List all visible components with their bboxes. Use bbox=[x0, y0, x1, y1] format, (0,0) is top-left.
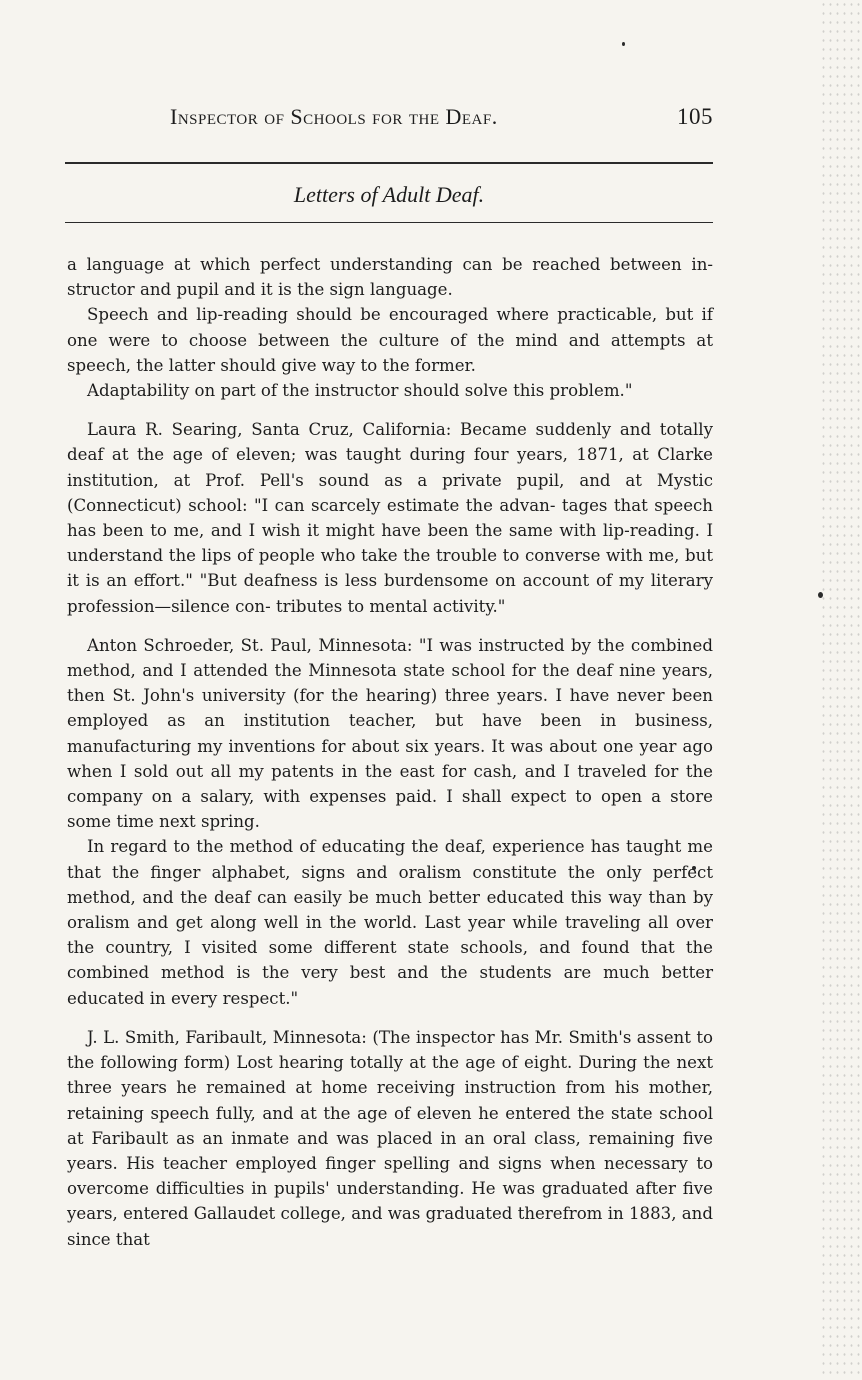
header-rule bbox=[65, 162, 713, 164]
paragraph: Laura R. Searing, Santa Cruz, California: Became suddenly and totally deaf at the age of eleven; was taught during four years, 1871, at Clarke institution, at Prof. Pell's sound as a private pupil, and at Mystic (Connecticut) school: "I can scarcely estimate the advan- tages that speech has been to me, and I wish it might have been the same with lip-reading. I understand the lips of people who take the trouble to converse with me, but it is an effort." "But deafness is less burdensome on account of my literary profession—silence con- tributes to mental activity." bbox=[67, 420, 713, 616]
paragraph: a language at which perfect understanding can be reached between in- structor and pupil and it is the sign language. bbox=[67, 255, 713, 300]
body-text bbox=[67, 252, 713, 1252]
paragraph: Anton Schroeder, St. Paul, Minnesota: "I was instructed by the combined method, and I attended the Minnesota state school for the deaf nine years, then St. John's university (for the hearing) three years. I have never been employed as an institution teacher, but have been in business, manufacturing my inventions for about six years. It was about one year ago when I sold out all my patents in the east for cash, and I traveled for the company on a salary, with expenses paid. I shall expect to open a store some time next spring. bbox=[67, 635, 713, 832]
scan-speck bbox=[622, 42, 625, 46]
section-title: Letters of Adult Deaf. bbox=[293, 182, 485, 207]
paragraph: J. L. Smith, Faribault, Minnesota: (The inspector has Mr. Smith's assent to the following form) Lost hearing totally at the age of eight. During the next three years he remained at home receiving instruction from his mother, retaining speech fully, and at the age of eleven he entered the state school at Faribault as an inmate and was placed in an oral class, remaining five years. His teacher employed finger spelling and signs when necessary to overcome difficulties in pupils' understanding. He was graduated after five years, entered Gallaudet college, and was graduated therefrom in 1883, and since that bbox=[67, 1027, 713, 1249]
scan-edge-noise bbox=[820, 0, 862, 1380]
section-rule bbox=[65, 222, 713, 223]
paragraph: In regard to the method of educating the deaf, experience has taught me that the finger alphabet, signs and oralism constitute the only perfect method, and the deaf can easily be much better educated this way than by oralism and get along well in the world. Last year while traveling all over the country, I visited some different state schools, and found that the combined method is the very best and the students are much better educated in every respect." bbox=[67, 837, 713, 1008]
paragraph: Speech and lip-reading should be encouraged where practicable, but if one were to choose between the culture of the mind and attempts at speech, the latter should give way to the former. bbox=[67, 305, 713, 375]
running-title: Inspector of Schools for the Deaf. bbox=[170, 104, 498, 129]
page-number: 105 bbox=[677, 104, 713, 129]
paragraph: Adaptability on part of the instructor should solve this problem." bbox=[87, 381, 633, 401]
running-head bbox=[170, 104, 715, 134]
scan-speck bbox=[818, 592, 823, 598]
